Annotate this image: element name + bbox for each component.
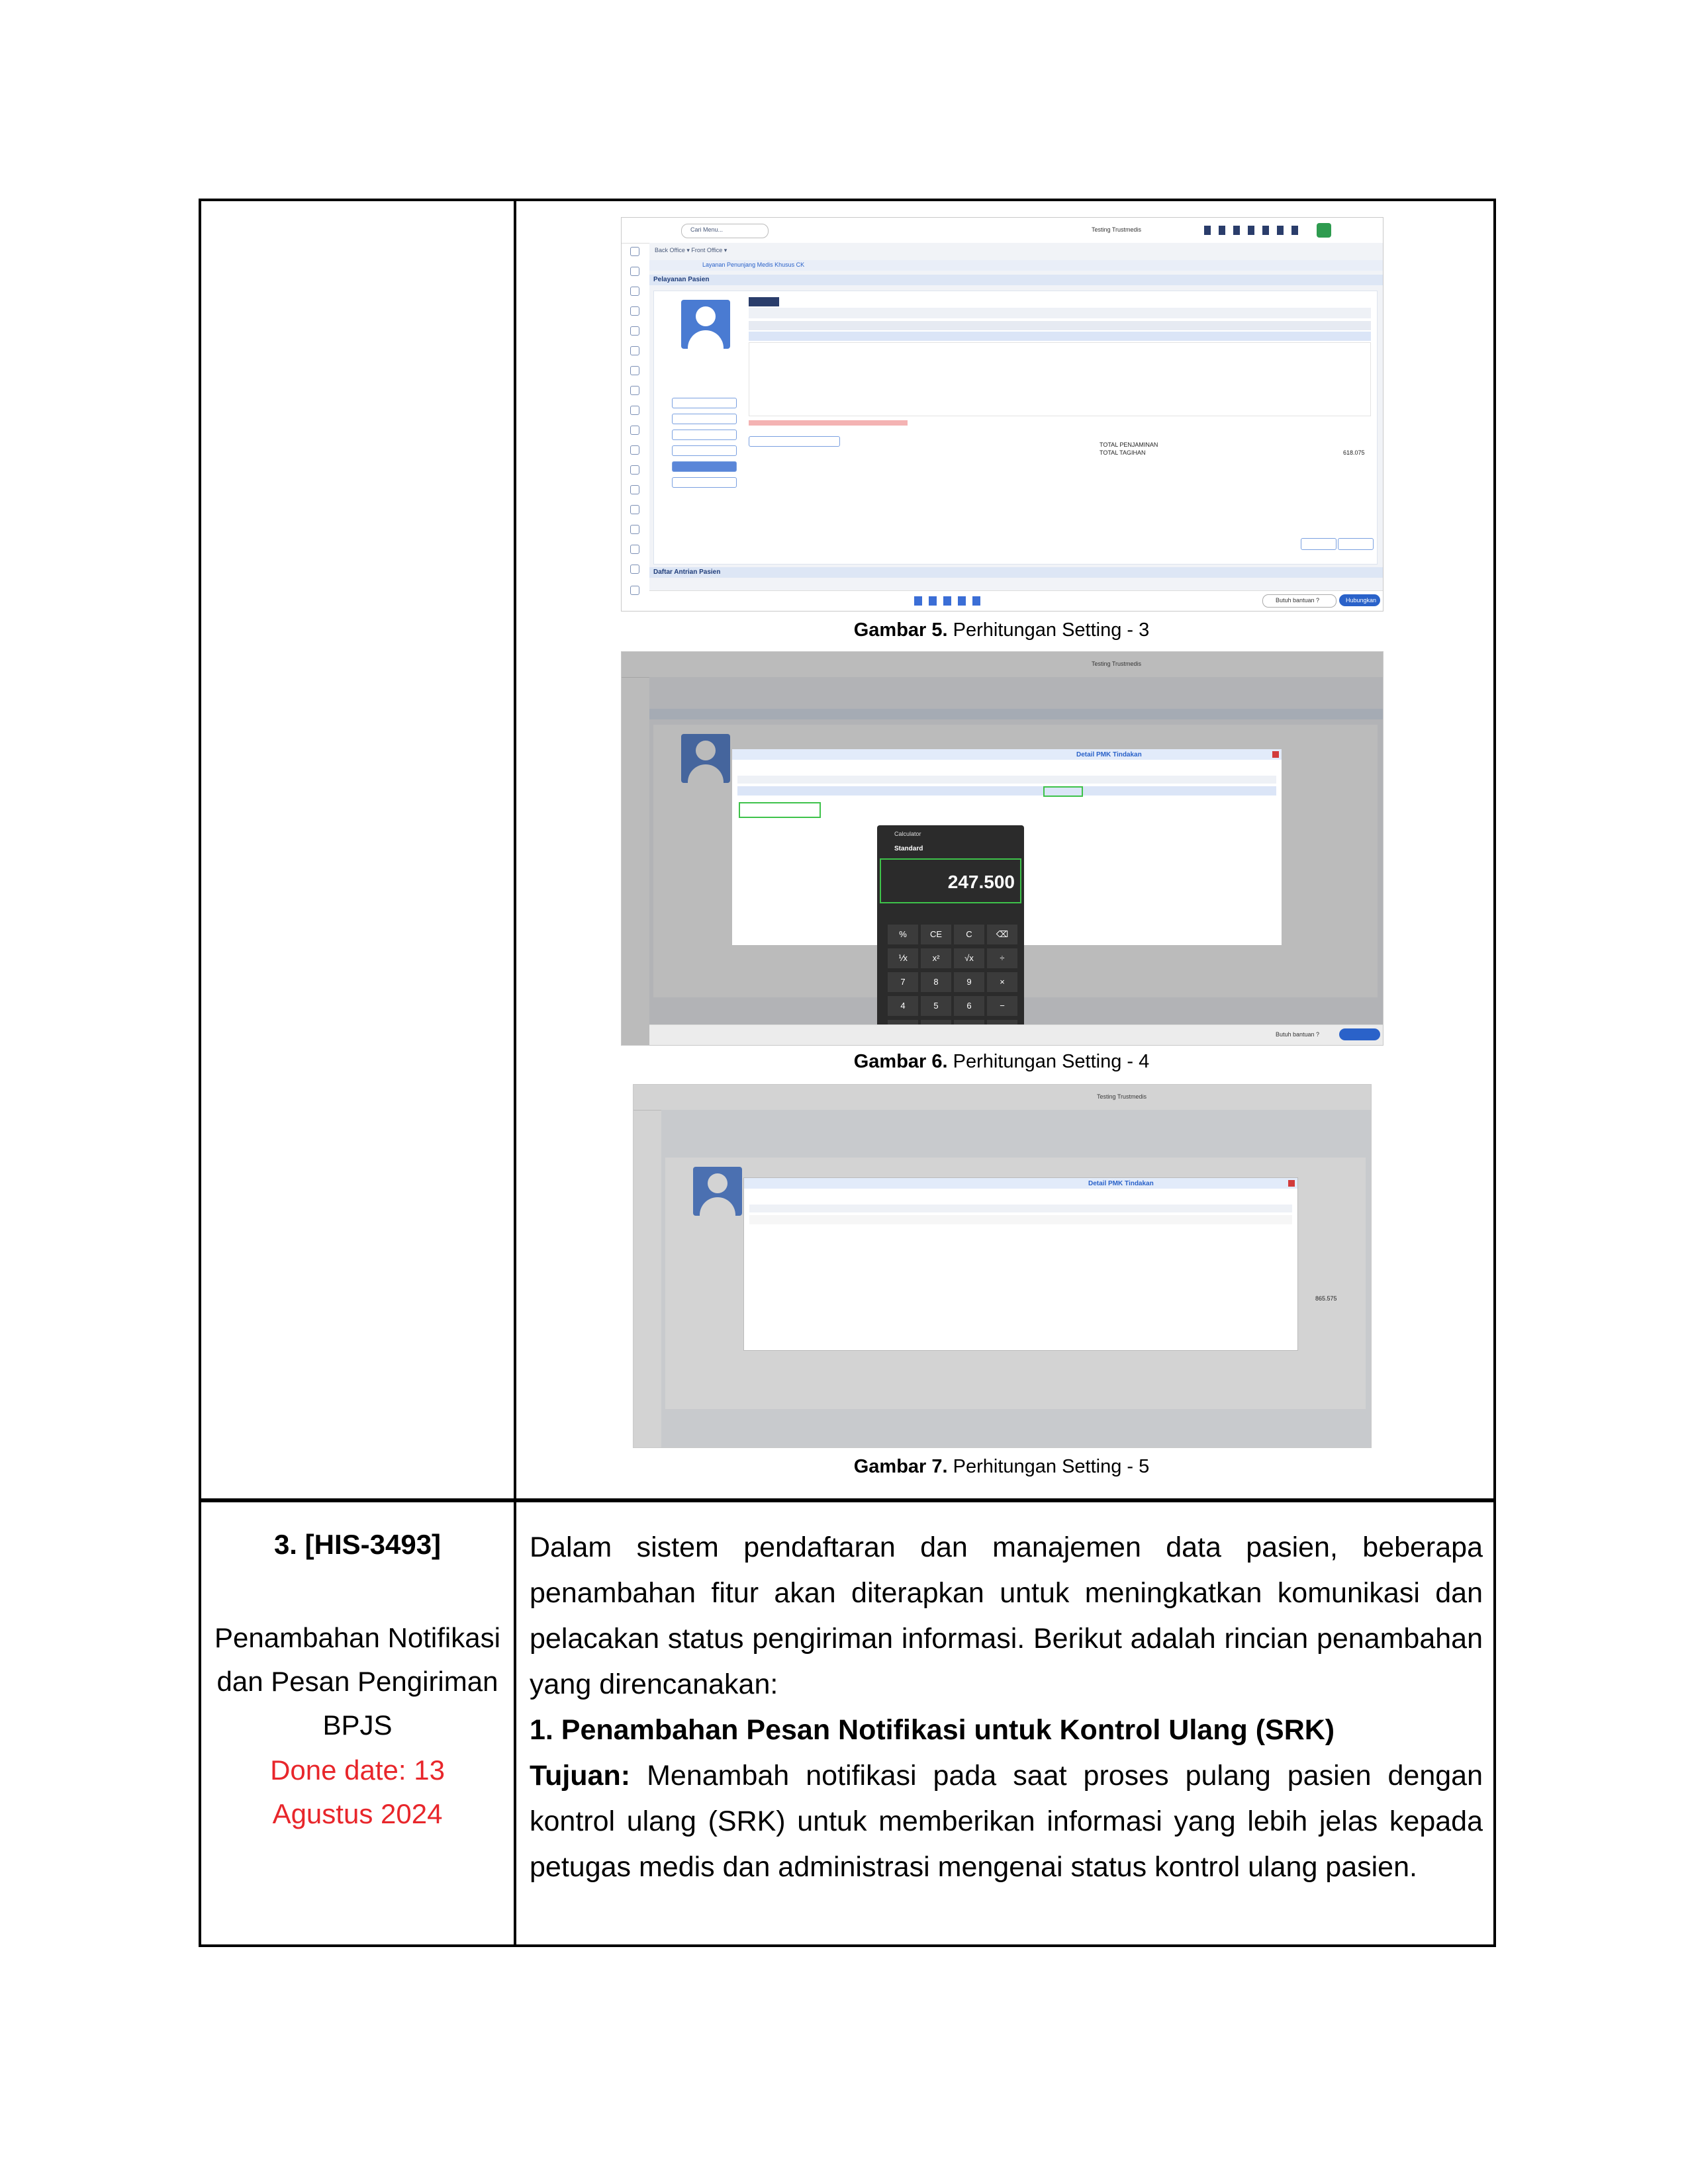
figure-caption-7: Gambar 7. Perhitungan Setting - 5 (853, 1456, 1150, 1477)
ticket-id: 3. [HIS-3493] (273, 1529, 442, 1560)
intro-paragraph: Dalam sistem pendaftaran dan manajemen data pasien, beberapa penambahan fitur akan diterapkan untuk meningkatkan komunikasi dan pelacakan status pengiriman informasi. Berikut adalah rincian penambahan yang direncanakan: (530, 1531, 1483, 1700)
section-title: Pelayanan Pasien (653, 276, 710, 283)
help-button[interactable]: Hubungkan (1345, 597, 1376, 604)
patient-avatar (681, 300, 730, 349)
service-title: Layanan Penunjang Medis Khusus CK (702, 261, 805, 268)
goal-paragraph (530, 1753, 1483, 1890)
goal-text: Menambah notifikasi pada saat proses pulang pasien dengan kontrol ulang (SRK) untuk memberikan informasi yang lebih jelas kepada petugas medis dan administrasi mengenai status kontrol ulang pasien. (530, 1760, 1483, 1883)
app-footer (649, 590, 1383, 611)
calculator-display: 247.500 (947, 872, 1015, 892)
app-content: Back Office ▾ Front Office ▾ Layanan Penunjang Medis Khusus CK Pelayanan Pasien TOTAL PENJAMINAN TOTAL TAGIHAN 618.075 Daftar Antrian Pasien (649, 243, 1383, 611)
total-tagihan: 618.075 (1343, 449, 1365, 456)
done-date: Done date: 13 Agustus 2024 (270, 1754, 445, 1829)
app-topbar (622, 218, 1383, 244)
figure-caption-6: Gambar 6. Perhitungan Setting - 4 (853, 1051, 1150, 1072)
screenshot-gambar-6: Testing Trustmedis Detail PMK Tindakan Calculator Standard 247.500 % CE C ⌫ ⅟x x² √x ÷ 7 8 9 × 4 5 6 − Butuh bantuan ? (621, 651, 1383, 1046)
help-text: Butuh bantuan ? (1275, 597, 1319, 604)
total-tagihan-updated: 865.575 (1315, 1295, 1337, 1302)
breadcrumb[interactable]: Back Office ▾ Front Office ▾ (655, 247, 727, 253)
screenshot-gambar-7: Testing Trustmedis Detail PMK Tindakan 865.575 (633, 1084, 1372, 1448)
screenshot-gambar-5 (621, 217, 1383, 612)
app-brand: Testing Trustmedis (1092, 226, 1142, 233)
row-divider (201, 1498, 1493, 1502)
document-table (199, 199, 1496, 1947)
feature-title: Penambahan Notifikasi dan Pesan Pengiriman BPJS (214, 1622, 500, 1741)
modal-title: Detail PMK Tindakan (1076, 751, 1142, 758)
menu-search-input[interactable]: Cari Menu... (690, 226, 724, 233)
detail-pmk-modal-result: Detail PMK Tindakan (743, 1177, 1298, 1351)
calculator-window: Calculator Standard 247.500 % CE C ⌫ ⅟x x² √x ÷ 7 8 9 × 4 5 6 − (877, 825, 1024, 1045)
column-divider (514, 201, 516, 1944)
description (530, 1525, 1483, 1890)
section-heading: 1. Penambahan Pesan Notifikasi untuk Kontrol Ulang (SRK) (530, 1714, 1335, 1746)
queue-title: Daftar Antrian Pasien (653, 569, 721, 576)
goal-label: Tujuan: (530, 1760, 631, 1792)
app-sidebar (622, 218, 650, 611)
figure-caption-5: Gambar 5. Perhitungan Setting - 3 (853, 619, 1150, 641)
